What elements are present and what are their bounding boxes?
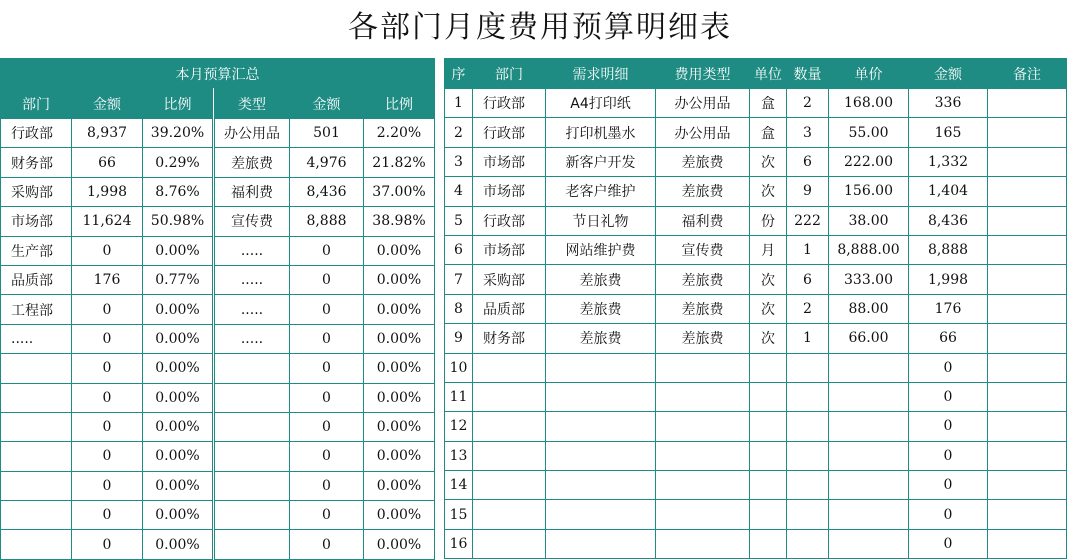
table-row <box>1 207 435 236</box>
detail-cell-unit[interactable]: 次 <box>750 147 787 176</box>
detail-cell-expense-type[interactable] <box>656 500 750 529</box>
summary-cell-amount[interactable]: 11,624 <box>72 207 143 236</box>
summary-cell-amount[interactable]: 0 <box>72 236 143 265</box>
table-row <box>1 295 435 324</box>
summary-cell-ratio[interactable]: 0.00% <box>364 236 435 265</box>
table-row <box>1 177 435 206</box>
summary-cell-amount[interactable]: 8,937 <box>72 119 143 148</box>
table-row <box>445 412 1067 441</box>
detail-cell-amount[interactable]: 0 <box>909 412 988 441</box>
summary-col-ratio-header: 比例 <box>364 89 435 119</box>
detail-cell-remark[interactable] <box>988 265 1067 294</box>
detail-cell-qty[interactable] <box>787 382 829 411</box>
summary-cell-dept[interactable]: 行政部 <box>1 119 72 148</box>
summary-cell-dept[interactable] <box>1 530 72 559</box>
detail-cell-item[interactable]: 老客户维护 <box>546 177 656 206</box>
detail-cell-seq[interactable]: 12 <box>445 412 473 441</box>
summary-cell-type[interactable]: 差旅费 <box>214 148 290 177</box>
detail-cell-amount[interactable]: 0 <box>909 353 988 382</box>
table-row <box>1 265 435 294</box>
detail-cell-dept[interactable] <box>473 382 546 411</box>
summary-cell-amount[interactable]: 501 <box>290 119 364 148</box>
summary-cell-ratio[interactable]: 0.00% <box>364 442 435 471</box>
detail-cell-unit[interactable]: 月 <box>750 235 787 264</box>
table-row <box>1 383 435 412</box>
summary-cell-ratio[interactable]: 0.00% <box>143 442 214 471</box>
detail-cell-remark[interactable] <box>988 294 1067 323</box>
detail-cell-unit[interactable]: 次 <box>750 177 787 206</box>
summary-cell-dept[interactable]: 工程部 <box>1 295 72 324</box>
detail-cell-qty[interactable] <box>787 412 829 441</box>
detail-cell-seq[interactable]: 13 <box>445 441 473 470</box>
table-row <box>1 324 435 353</box>
detail-cell-seq[interactable]: 9 <box>445 324 473 353</box>
summary-cell-amount[interactable]: 0 <box>72 471 143 500</box>
table-row <box>1 119 435 148</box>
summary-cell-type[interactable] <box>214 383 290 412</box>
detail-cell-seq[interactable]: 1 <box>445 89 473 118</box>
detail-cell-unit[interactable]: 份 <box>750 206 787 235</box>
detail-cell-unit[interactable] <box>750 471 787 500</box>
detail-cell-amount[interactable]: 66 <box>909 324 988 353</box>
detail-cell-amount[interactable]: 0 <box>909 500 988 529</box>
summary-cell-dept[interactable] <box>1 412 72 441</box>
summary-cell-ratio[interactable]: 38.98% <box>364 207 435 236</box>
detail-cell-expense-type[interactable] <box>656 382 750 411</box>
detail-cell-unit-price[interactable] <box>829 412 909 441</box>
detail-cell-item[interactable]: 差旅费 <box>546 324 656 353</box>
table-row <box>445 500 1067 529</box>
detail-cell-amount[interactable]: 1,998 <box>909 265 988 294</box>
detail-table <box>444 58 1067 559</box>
detail-cell-expense-type[interactable] <box>656 412 750 441</box>
table-row <box>1 530 435 559</box>
detail-cell-unit-price[interactable]: 66.00 <box>829 324 909 353</box>
summary-cell-amount[interactable]: 0 <box>72 501 143 530</box>
summary-cell-amount[interactable]: 0 <box>290 236 364 265</box>
detail-cell-expense-type[interactable]: 差旅费 <box>656 294 750 323</box>
detail-cell-remark[interactable] <box>988 529 1067 558</box>
detail-cell-unit[interactable]: 盒 <box>750 89 787 118</box>
detail-cell-unit-price[interactable] <box>829 500 909 529</box>
detail-cell-unit-price[interactable] <box>829 529 909 558</box>
detail-col-qty-header: 数量 <box>787 59 829 89</box>
summary-cell-ratio[interactable]: 2.20% <box>364 119 435 148</box>
summary-cell-ratio[interactable]: 0.00% <box>143 324 214 353</box>
summary-cell-type[interactable] <box>214 442 290 471</box>
detail-cell-remark[interactable] <box>988 324 1067 353</box>
detail-cell-item[interactable]: 网站维护费 <box>546 235 656 264</box>
table-row <box>1 471 435 500</box>
detail-cell-expense-type[interactable] <box>656 471 750 500</box>
detail-cell-unit-price[interactable] <box>829 471 909 500</box>
detail-cell-unit[interactable]: 盒 <box>750 118 787 147</box>
summary-cell-dept[interactable]: 市场部 <box>1 207 72 236</box>
detail-cell-amount[interactable]: 176 <box>909 294 988 323</box>
sheet-title: 各部门月度费用预算明细表 <box>348 10 732 45</box>
summary-cell-amount[interactable]: 0 <box>290 530 364 559</box>
summary-cell-dept[interactable] <box>1 442 72 471</box>
summary-cell-type[interactable] <box>214 354 290 383</box>
detail-cell-unit-price[interactable]: 168.00 <box>829 89 909 118</box>
detail-cell-qty[interactable]: 1 <box>787 324 829 353</box>
detail-cell-expense-type[interactable] <box>656 529 750 558</box>
detail-cell-unit-price[interactable]: 88.00 <box>829 294 909 323</box>
table-row <box>445 147 1067 176</box>
detail-column-headers <box>445 59 1067 89</box>
table-row <box>445 206 1067 235</box>
detail-cell-expense-type[interactable]: 宣传费 <box>656 235 750 264</box>
detail-cell-amount[interactable]: 0 <box>909 382 988 411</box>
detail-cell-seq[interactable]: 11 <box>445 382 473 411</box>
summary-cell-ratio[interactable]: 21.82% <box>364 148 435 177</box>
detail-cell-remark[interactable] <box>988 147 1067 176</box>
table-row <box>1 412 435 441</box>
summary-cell-amount[interactable]: 0 <box>72 295 143 324</box>
detail-cell-qty[interactable]: 2 <box>787 294 829 323</box>
detail-cell-dept[interactable]: 行政部 <box>473 89 546 118</box>
summary-header: 本月预算汇总 <box>1 59 435 89</box>
summary-cell-amount[interactable]: 0 <box>290 471 364 500</box>
detail-cell-unit-price[interactable]: 156.00 <box>829 177 909 206</box>
detail-cell-unit-price[interactable]: 333.00 <box>829 265 909 294</box>
detail-cell-remark[interactable] <box>988 500 1067 529</box>
table-row <box>445 324 1067 353</box>
detail-cell-seq[interactable]: 5 <box>445 206 473 235</box>
detail-cell-remark[interactable] <box>988 235 1067 264</box>
detail-cell-unit[interactable] <box>750 441 787 470</box>
detail-cell-remark[interactable] <box>988 441 1067 470</box>
detail-cell-item[interactable] <box>546 529 656 558</box>
detail-cell-unit-price[interactable] <box>829 441 909 470</box>
summary-cell-amount[interactable]: 8,888 <box>290 207 364 236</box>
detail-cell-qty[interactable] <box>787 500 829 529</box>
detail-cell-dept[interactable] <box>473 412 546 441</box>
summary-cell-amount[interactable]: 0 <box>72 412 143 441</box>
summary-cell-amount[interactable]: 0 <box>290 265 364 294</box>
detail-cell-dept[interactable]: 市场部 <box>473 177 546 206</box>
summary-cell-amount[interactable]: 0 <box>290 412 364 441</box>
summary-cell-dept[interactable]: 品质部 <box>1 265 72 294</box>
summary-col-type-header: 类型 <box>214 89 290 119</box>
detail-cell-expense-type[interactable] <box>656 441 750 470</box>
detail-cell-unit-price[interactable] <box>829 353 909 382</box>
detail-cell-unit-price[interactable]: 55.00 <box>829 118 909 147</box>
detail-cell-unit[interactable]: 次 <box>750 265 787 294</box>
detail-cell-unit-price[interactable] <box>829 382 909 411</box>
detail-cell-dept[interactable]: 采购部 <box>473 265 546 294</box>
detail-cell-remark[interactable] <box>988 471 1067 500</box>
summary-cell-ratio[interactable]: 0.00% <box>364 471 435 500</box>
table-row <box>445 441 1067 470</box>
detail-cell-amount[interactable]: 8,436 <box>909 206 988 235</box>
detail-col-expense-type-header: 费用类型 <box>656 59 750 89</box>
summary-cell-dept[interactable]: 采购部 <box>1 177 72 206</box>
summary-cell-type[interactable] <box>214 530 290 559</box>
detail-cell-seq[interactable]: 16 <box>445 529 473 558</box>
summary-cell-type[interactable]: ..... <box>214 295 290 324</box>
summary-cell-ratio[interactable]: 39.20% <box>143 119 214 148</box>
summary-cell-ratio[interactable]: 8.76% <box>143 177 214 206</box>
detail-cell-expense-type[interactable]: 福利费 <box>656 206 750 235</box>
detail-cell-expense-type[interactable]: 办公用品 <box>656 89 750 118</box>
summary-cell-ratio[interactable]: 50.98% <box>143 207 214 236</box>
detail-cell-qty[interactable]: 2 <box>787 89 829 118</box>
summary-col-dept-header: 部门 <box>1 89 72 119</box>
detail-cell-seq[interactable]: 8 <box>445 294 473 323</box>
detail-cell-qty[interactable] <box>787 529 829 558</box>
summary-cell-ratio[interactable]: 0.00% <box>364 265 435 294</box>
detail-cell-item[interactable] <box>546 471 656 500</box>
detail-cell-dept[interactable]: 行政部 <box>473 206 546 235</box>
detail-cell-unit[interactable] <box>750 412 787 441</box>
detail-cell-dept[interactable] <box>473 353 546 382</box>
summary-cell-type[interactable]: 宣传费 <box>214 207 290 236</box>
detail-cell-qty[interactable]: 1 <box>787 235 829 264</box>
summary-cell-ratio[interactable]: 0.00% <box>143 383 214 412</box>
summary-cell-type[interactable]: ..... <box>214 236 290 265</box>
summary-cell-type[interactable]: 福利费 <box>214 177 290 206</box>
table-row <box>445 89 1067 118</box>
table-row <box>445 382 1067 411</box>
summary-cell-amount[interactable]: 1,998 <box>72 177 143 206</box>
table-row <box>445 294 1067 323</box>
summary-cell-dept[interactable] <box>1 471 72 500</box>
detail-col-seq-header: 序 <box>445 59 473 89</box>
summary-cell-ratio[interactable]: 0.00% <box>364 530 435 559</box>
detail-cell-amount[interactable]: 1,332 <box>909 147 988 176</box>
detail-cell-dept[interactable] <box>473 500 546 529</box>
summary-cell-ratio[interactable]: 0.00% <box>364 324 435 353</box>
detail-cell-item[interactable] <box>546 353 656 382</box>
table-row <box>1 354 435 383</box>
detail-cell-unit-price[interactable]: 38.00 <box>829 206 909 235</box>
detail-cell-amount[interactable]: 1,404 <box>909 177 988 206</box>
detail-cell-item[interactable]: 差旅费 <box>546 294 656 323</box>
summary-cell-ratio[interactable]: 0.29% <box>143 148 214 177</box>
summary-cell-ratio[interactable]: 0.77% <box>143 265 214 294</box>
detail-cell-item[interactable] <box>546 441 656 470</box>
detail-cell-expense-type[interactable]: 办公用品 <box>656 118 750 147</box>
summary-cell-type[interactable] <box>214 501 290 530</box>
summary-cell-ratio[interactable]: 0.00% <box>143 530 214 559</box>
detail-cell-dept[interactable]: 行政部 <box>473 118 546 147</box>
summary-col-amount-header: 金额 <box>72 89 143 119</box>
detail-col-unit-price-header: 单价 <box>829 59 909 89</box>
summary-cell-ratio[interactable]: 37.00% <box>364 177 435 206</box>
detail-cell-unit-price[interactable]: 8,888.00 <box>829 235 909 264</box>
table-row <box>445 118 1067 147</box>
detail-cell-item[interactable]: 新客户开发 <box>546 147 656 176</box>
summary-cell-amount[interactable]: 0 <box>290 324 364 353</box>
detail-cell-unit[interactable] <box>750 529 787 558</box>
summary-cell-amount[interactable]: 4,976 <box>290 148 364 177</box>
detail-cell-item[interactable] <box>546 412 656 441</box>
summary-cell-ratio[interactable]: 0.00% <box>364 295 435 324</box>
summary-cell-amount[interactable]: 0 <box>72 530 143 559</box>
detail-col-unit-header: 单位 <box>750 59 787 89</box>
detail-cell-qty[interactable] <box>787 353 829 382</box>
summary-body <box>1 119 435 560</box>
detail-cell-amount[interactable]: 0 <box>909 471 988 500</box>
detail-cell-seq[interactable]: 2 <box>445 118 473 147</box>
detail-cell-amount[interactable]: 0 <box>909 529 988 558</box>
summary-cell-dept[interactable] <box>1 354 72 383</box>
detail-cell-expense-type[interactable] <box>656 353 750 382</box>
summary-cell-ratio[interactable]: 0.00% <box>143 501 214 530</box>
summary-cell-type[interactable]: ..... <box>214 324 290 353</box>
detail-cell-dept[interactable] <box>473 471 546 500</box>
detail-cell-unit-price[interactable]: 222.00 <box>829 147 909 176</box>
detail-cell-unit[interactable] <box>750 382 787 411</box>
detail-cell-qty[interactable] <box>787 471 829 500</box>
detail-cell-seq[interactable]: 14 <box>445 471 473 500</box>
detail-cell-amount[interactable]: 8,888 <box>909 235 988 264</box>
detail-cell-item[interactable]: 差旅费 <box>546 265 656 294</box>
detail-cell-dept[interactable] <box>473 441 546 470</box>
detail-cell-remark[interactable] <box>988 412 1067 441</box>
detail-cell-seq[interactable]: 7 <box>445 265 473 294</box>
detail-cell-seq[interactable]: 4 <box>445 177 473 206</box>
detail-col-amount-header: 金额 <box>909 59 988 89</box>
detail-col-remark-header: 备注 <box>988 59 1067 89</box>
summary-cell-ratio[interactable]: 0.00% <box>364 354 435 383</box>
detail-cell-dept[interactable] <box>473 529 546 558</box>
summary-cell-amount[interactable]: 0 <box>72 324 143 353</box>
detail-cell-expense-type[interactable]: 差旅费 <box>656 147 750 176</box>
detail-cell-expense-type[interactable]: 差旅费 <box>656 265 750 294</box>
detail-cell-dept[interactable]: 财务部 <box>473 324 546 353</box>
summary-col-ratio-header: 比例 <box>143 89 214 119</box>
detail-cell-dept[interactable]: 市场部 <box>473 147 546 176</box>
summary-cell-type[interactable]: ..... <box>214 265 290 294</box>
table-row <box>445 471 1067 500</box>
detail-cell-unit[interactable] <box>750 353 787 382</box>
summary-cell-amount[interactable]: 0 <box>72 354 143 383</box>
detail-cell-amount[interactable]: 0 <box>909 441 988 470</box>
detail-body <box>445 89 1067 559</box>
detail-cell-qty[interactable]: 6 <box>787 147 829 176</box>
table-row <box>1 442 435 471</box>
detail-cell-remark[interactable] <box>988 89 1067 118</box>
detail-cell-qty[interactable]: 9 <box>787 177 829 206</box>
summary-cell-ratio[interactable]: 0.00% <box>143 236 214 265</box>
table-row <box>445 177 1067 206</box>
detail-cell-dept[interactable]: 品质部 <box>473 294 546 323</box>
detail-cell-seq[interactable]: 15 <box>445 500 473 529</box>
table-row <box>1 148 435 177</box>
summary-column-headers <box>1 89 435 119</box>
table-row <box>1 501 435 530</box>
detail-cell-unit[interactable]: 次 <box>750 294 787 323</box>
summary-cell-ratio[interactable]: 0.00% <box>364 501 435 530</box>
table-row <box>1 236 435 265</box>
summary-cell-amount[interactable]: 0 <box>290 383 364 412</box>
detail-cell-unit[interactable]: 次 <box>750 324 787 353</box>
summary-cell-amount[interactable]: 0 <box>290 442 364 471</box>
summary-cell-amount[interactable]: 0 <box>290 295 364 324</box>
detail-cell-qty[interactable] <box>787 441 829 470</box>
summary-cell-ratio[interactable]: 0.00% <box>143 295 214 324</box>
detail-col-dept-header: 部门 <box>473 59 546 89</box>
detail-cell-dept[interactable]: 市场部 <box>473 235 546 264</box>
summary-cell-ratio[interactable]: 0.00% <box>364 383 435 412</box>
summary-cell-amount[interactable]: 66 <box>72 148 143 177</box>
summary-cell-dept[interactable]: ..... <box>1 324 72 353</box>
detail-cell-item[interactable] <box>546 500 656 529</box>
summary-col-amount-header: 金额 <box>290 89 364 119</box>
detail-cell-item[interactable] <box>546 382 656 411</box>
summary-cell-amount[interactable]: 0 <box>72 442 143 471</box>
detail-cell-item[interactable]: 节日礼物 <box>546 206 656 235</box>
detail-cell-remark[interactable] <box>988 382 1067 411</box>
detail-cell-amount[interactable]: 165 <box>909 118 988 147</box>
table-row <box>445 235 1067 264</box>
table-row <box>445 529 1067 558</box>
detail-cell-amount[interactable]: 336 <box>909 89 988 118</box>
summary-cell-ratio[interactable]: 0.00% <box>143 471 214 500</box>
summary-cell-ratio[interactable]: 0.00% <box>143 354 214 383</box>
summary-cell-amount[interactable]: 0 <box>290 354 364 383</box>
detail-cell-seq[interactable]: 10 <box>445 353 473 382</box>
summary-cell-amount[interactable]: 0 <box>72 383 143 412</box>
detail-cell-qty[interactable]: 3 <box>787 118 829 147</box>
summary-cell-amount[interactable]: 0 <box>290 501 364 530</box>
table-row <box>445 265 1067 294</box>
table-row <box>445 353 1067 382</box>
detail-cell-remark[interactable] <box>988 177 1067 206</box>
summary-cell-dept[interactable]: 生产部 <box>1 236 72 265</box>
summary-cell-type[interactable]: 办公用品 <box>214 119 290 148</box>
summary-cell-amount[interactable]: 176 <box>72 265 143 294</box>
detail-cell-item[interactable]: 打印机墨水 <box>546 118 656 147</box>
detail-cell-seq[interactable]: 6 <box>445 235 473 264</box>
summary-table <box>0 58 435 560</box>
detail-cell-remark[interactable] <box>988 118 1067 147</box>
summary-cell-ratio[interactable]: 0.00% <box>143 412 214 441</box>
detail-col-item-header: 需求明细 <box>546 59 656 89</box>
summary-cell-ratio[interactable]: 0.00% <box>364 412 435 441</box>
detail-cell-expense-type[interactable]: 差旅费 <box>656 324 750 353</box>
summary-cell-dept[interactable] <box>1 501 72 530</box>
detail-cell-remark[interactable] <box>988 206 1067 235</box>
summary-cell-amount[interactable]: 8,436 <box>290 177 364 206</box>
detail-cell-qty[interactable]: 6 <box>787 265 829 294</box>
detail-cell-expense-type[interactable]: 差旅费 <box>656 177 750 206</box>
summary-cell-type[interactable] <box>214 412 290 441</box>
summary-cell-dept[interactable]: 财务部 <box>1 148 72 177</box>
detail-cell-seq[interactable]: 3 <box>445 147 473 176</box>
detail-cell-item[interactable]: A4打印纸 <box>546 89 656 118</box>
detail-cell-unit[interactable] <box>750 500 787 529</box>
detail-cell-qty[interactable]: 222 <box>787 206 829 235</box>
detail-cell-remark[interactable] <box>988 353 1067 382</box>
summary-cell-type[interactable] <box>214 471 290 500</box>
summary-cell-dept[interactable] <box>1 383 72 412</box>
